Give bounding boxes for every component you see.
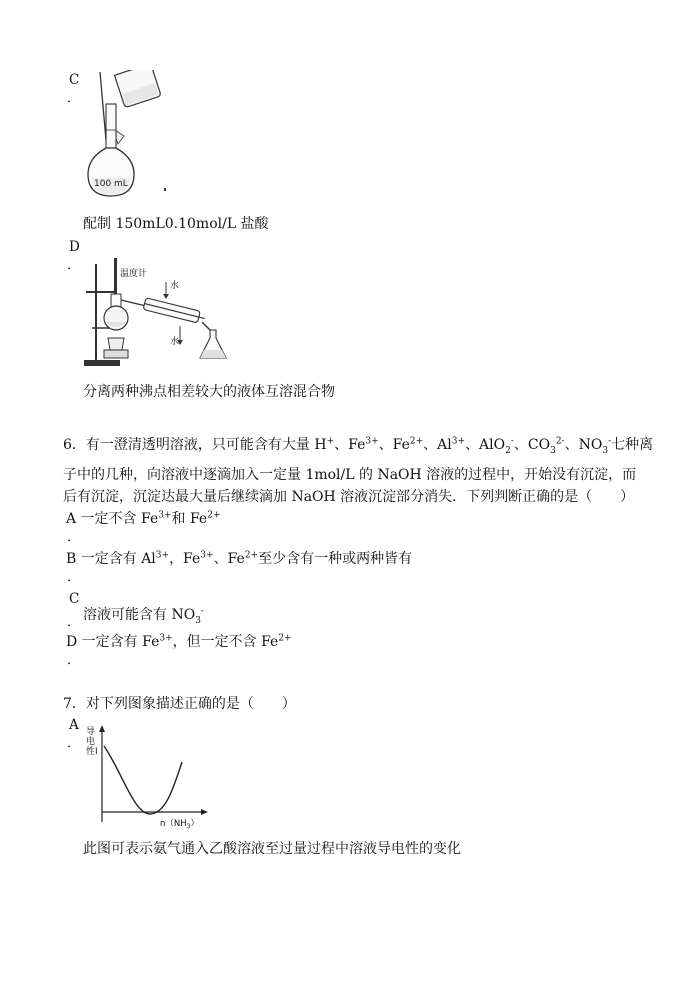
q6-option-a-dot: ．: [67, 530, 81, 545]
q7-option-a-caption: 此图可表示氨气通入乙酸溶液至过量过程中溶液导电性的变化: [83, 841, 461, 857]
q6-option-b: B 一定含有 $Al^{3+}$，$Fe^{3+}$、$Fe^{2+}$至少含有一种或两种皆有: [66, 550, 413, 567]
distillation-apparatus-illustration: [82, 258, 230, 370]
q6-option-d: D 一定含有 $Fe^{3+}$，但一定不含 $Fe^{2+}$: [66, 633, 292, 650]
graph-y-symbol: I: [95, 747, 98, 757]
q7-option-a-dot: ．: [67, 736, 81, 751]
conductivity-graph: [82, 722, 212, 832]
volumetric-flask-illustration: [84, 70, 176, 200]
q6-stem-line-2: 子中的几种，向溶液中逐滴加入一定量 1mol/L 的 NaOH 溶液的过程中，开始没有沉淀，而: [63, 467, 637, 483]
thermometer-icon: [114, 258, 117, 296]
q6-option-c-letter: C: [69, 591, 80, 607]
graph-x-label: $n(NH_3)$: [160, 819, 199, 830]
q7-stem: 7．对下列图象描述正确的是（ ）: [63, 696, 296, 712]
thermometer-label: 温度计: [120, 269, 148, 279]
q6-option-a: A 一定不含 $Fe^{3+}$和 $Fe^{2+}$: [66, 510, 221, 527]
q7-option-a-letter: A: [69, 717, 79, 733]
glass-rod-icon: [100, 72, 106, 140]
q5-option-c-caption: 配制 150mL0.10mol/L 盐酸: [83, 216, 269, 232]
q6-option-b-dot: ．: [67, 570, 81, 585]
flask-volume-label: 100 mL: [94, 179, 128, 189]
q5-option-d-dot: ．: [67, 258, 81, 273]
q5-option-c-letter: C: [69, 72, 80, 88]
water-out-label: 水: [170, 337, 180, 347]
q5-option-d-letter: D: [69, 239, 80, 255]
graph-y-label: 导电性: [86, 727, 96, 757]
q6-option-c-text: 溶液可能含有 $NO_3^-$: [83, 606, 204, 626]
condenser-icon: [143, 298, 206, 325]
q6-option-d-dot: ．: [67, 653, 81, 668]
q5-option-c-dot: ．: [67, 91, 81, 106]
q6-stem-line-3: 后有沉淀，沉淀达最大量后继续滴加 NaOH 溶液沉淀部分消失．下列判断正确的是（ ）: [63, 489, 635, 505]
q5-option-d-caption: 分离两种沸点相差较大的液体互溶混合物: [83, 384, 335, 400]
q6-option-c-dot: ．: [67, 615, 81, 630]
water-in-label: 水: [170, 281, 180, 291]
conductivity-curve: [104, 746, 182, 814]
q6-stem-line-1: 6．有一澄清透明溶液，只可能含有大量 H+、$Fe^{3+}$、$Fe^{2+}$、$Al^{3+}$、AlO$_2$-、$CO_3^{2-}$、$NO_3^-$七种离: [63, 436, 654, 456]
beaker-icon: [115, 70, 162, 108]
burner-icon: [108, 338, 124, 350]
